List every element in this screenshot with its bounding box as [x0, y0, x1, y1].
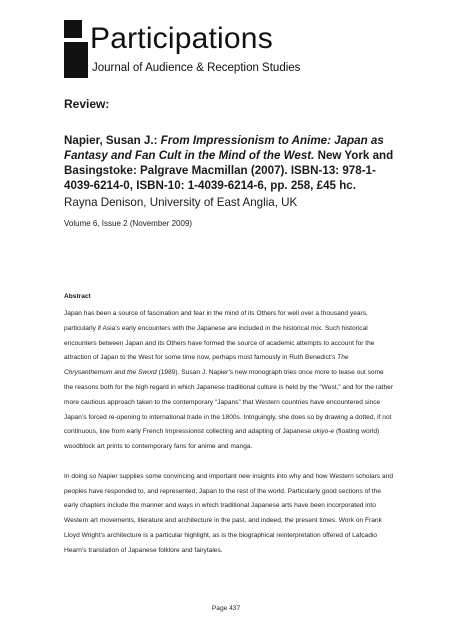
- journal-title: Participations: [90, 22, 273, 55]
- abstract-text: (floating world) woodblock art prints to contemporary fans for anime and manga.: [64, 428, 380, 451]
- abstract-body: [64, 307, 394, 573]
- journal-subtitle: Journal of Audience & Reception Studies: [92, 62, 301, 74]
- book-author: Napier, Susan J.:: [64, 134, 161, 147]
- logo-mark-icon: [64, 20, 92, 82]
- japanese-term: ukiyo-e: [312, 428, 335, 436]
- abstract-text: Japan has been a source of fascination and fear in the mind of its Others for well over a thousand years, particularly if Asia’s early encounters with the Japanese are included in the historical mix. Such historical encounters between Japan and its Others have formed the source of academic attempts to account for the attraction of Japan to the West for some time now, perhaps most famously in Ruth Benedict’s: [64, 310, 375, 362]
- cited-book-title: The Chrysanthemum and the Sword: [64, 354, 349, 377]
- abstract-paragraph: In doing so Napier supplies some convincing and important new insights into why and how Western scholars and peoples have responded to, and represented, Japan to the rest of the world. Particularly good sections of the early chapters include the manner and ways in which traditional Japanese arts have been incorporated into Western art movements, literature and architecture in the past, and indeed, the present times. Work on Frank Lloyd Wright’s architecture is a particular highlight, as is the biographical reinterpretation offered of Lafcadio Hearn’s translation of Japanese folklore and fairytales.: [64, 472, 394, 554]
- book-citation: [64, 133, 394, 193]
- issue-info: Volume 6, Issue 2 (November 2009): [64, 219, 193, 228]
- book-title: From Impressionism to Anime: Japan as Fantasy and Fan Cult in the Mind of the West.: [64, 134, 384, 162]
- reviewer-affiliation: Rayna Denison, University of East Anglia, UK: [64, 196, 298, 209]
- book-publication-details: New York and Basingstoke: Palgrave Macmillan (2007). ISBN-13: 978-1-4039-6214-0, ISBN-10: 1-4039-6214-6, pp. 258, £45 hc.: [64, 149, 394, 192]
- page-number: Page 437: [211, 605, 241, 612]
- journal-logo: [64, 20, 394, 84]
- article-type-label: Review:: [64, 97, 110, 111]
- abstract-heading: Abstract: [64, 293, 91, 300]
- abstract-paragraph: [64, 307, 394, 455]
- abstract-text: (1989). Susan J. Napier’s new monograph tries once more to tease out some the reasons both for the high regard in which Japanese traditional culture is held by the “West,” and for the rather more cautious approach taken to the contemporary “Japans” that Western countries have encountered since Japan’s forced re-opening to international trade in the 1800s. Intriguingly, she does so by drawing a dotted, if not continuous, line from early French Impressionist collecting and adapting of Japanese: [64, 369, 394, 436]
